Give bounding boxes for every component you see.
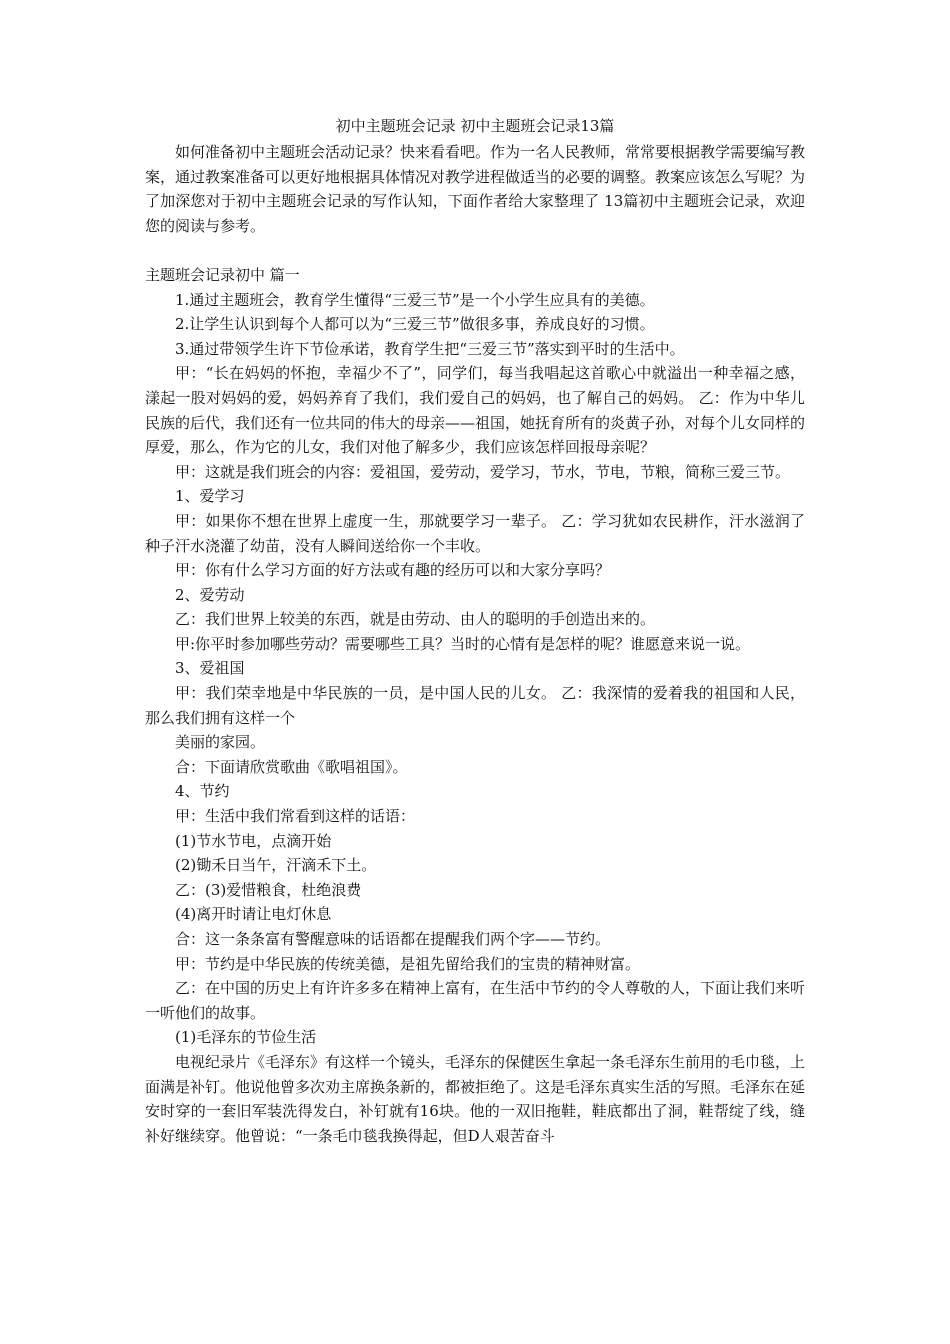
- paragraph: 甲:你平时参加哪些劳动？需要哪些工具？当时的心情有是怎样的呢？谁愿意来说一说。: [175, 634, 751, 653]
- document-title: 初中主题班会记录 初中主题班会记录13篇: [335, 117, 615, 135]
- paragraph: 4、节约: [175, 782, 230, 801]
- paragraph: (4)离开时请让电灯休息: [175, 905, 332, 924]
- paragraph: 甲：这就是我们班会的内容：爱祖国，爱劳动，爱学习，节水，节电，节粮，简称三爱三节。: [175, 462, 791, 481]
- paragraph: 甲：你有什么学习方面的好方法或有趣的经历可以和大家分享吗？: [175, 561, 611, 580]
- paragraph: 乙：我们世界上较美的东西，就是由劳动、由人的聪明的手创造出来的。: [175, 610, 656, 629]
- paragraph: 甲：我们荣幸地是中华民族的一员，是中国人民的儿女。 乙：我深情的爱着我的祖国和人民，那么我们拥有这样一个: [145, 684, 805, 727]
- paragraph: (2)锄禾日当午，汗滴禾下土。: [175, 856, 377, 875]
- paragraph: 如何准备初中主题班会活动记录？快来看看吧。作为一名人民教师，常常要根据教学需要编写教案，通过教案准备可以更好地根据具体情况对教学进程做适当的必要的调整。教案应该怎么写呢？为了加深您对于初中主题班会记录的写作认知，下面作者给大家整理了 13篇初中主题班会记录，欢迎您的阅读与参考。: [145, 143, 806, 235]
- paragraph: 主题班会记录初中 篇一: [145, 265, 300, 284]
- paragraph: 电视纪录片《毛泽东》有这样一个镜头，毛泽东的保健医生拿起一条毛泽东生前用的毛巾毯，上面满是补钉。他说他曾多次劝主席换条新的，都被拒绝了。这是毛泽东真实生活的写照。毛泽东在延安时穿的一套旧军装洗得发白，补钉就有16块。他的一双旧拖鞋，鞋底都出了洞，鞋帮绽了线，缝补好继续穿。他曾说：“一条毛巾毯我换得起，但D人艰苦奋斗: [145, 1052, 806, 1145]
- paragraph: 2、爱劳动: [175, 585, 245, 604]
- paragraph: 合：下面请欣赏歌曲《歌唱祖国》。: [175, 757, 408, 776]
- paragraph: (1)毛泽东的节俭生活: [175, 1028, 317, 1047]
- paragraph: 2.让学生认识到每个人都可以为“三爱三节”做很多事，养成良好的习惯。: [175, 315, 655, 334]
- paragraph: 3.通过带领学生许下节俭承诺，教育学生把“三爱三节”落实到平时的生活中。: [175, 339, 685, 358]
- blank-line: [145, 238, 805, 263]
- paragraph: 乙：(3)爱惜粮食，杜绝浪费: [175, 880, 362, 899]
- paragraph: 3、爱祖国: [175, 659, 245, 678]
- paragraph: 美丽的家园。: [175, 733, 266, 752]
- paragraph: 甲：“长在妈妈的怀抱，幸福少不了”，同学们，每当我唱起这首歌心中就溢出一种幸福之感，漾起一股对妈妈的爱，妈妈养育了我们，我们爱自己的妈妈，也了解自己的妈妈。 乙：作为中华儿民族的后代，我们还有一位共同的伟大的母亲——祖国，她抚育所有的炎黄子孙，对每个儿女同样的厚爱，那么，作为它的儿女，我们对他了解多少，我们应该怎样回报母亲呢？: [145, 364, 806, 457]
- paragraph: 甲：生活中我们常看到这样的话语：: [175, 807, 416, 826]
- paragraph: 1.通过主题班会，教育学生懂得“三爱三节”是一个小学生应具有的美德。: [175, 290, 655, 309]
- document-page: [145, 114, 805, 1148]
- paragraph: 乙：在中国的历史上有许许多多在精神上富有，在生活中节约的令人尊敬的人，下面让我们来听一听他们的故事。: [145, 979, 806, 1022]
- paragraph: 甲：节约是中华民族的传统美德，是祖先留给我们的宝贵的精神财富。: [175, 954, 641, 973]
- document-body: [145, 140, 805, 1148]
- paragraph: 合：这一条条富有警醒意味的话语都在提醒我们两个字——节约。: [175, 930, 611, 948]
- paragraph: (1)节水节电，点滴开始: [175, 831, 332, 850]
- paragraph: 甲：如果你不想在世界上虚度一生，那就要学习一辈子。 乙：学习犹如农民耕作，汗水滋润了种子汗水浇灌了幼苗，没有人瞬间送给你一个丰收。: [145, 511, 805, 555]
- paragraph: 1、爱学习: [175, 487, 245, 506]
